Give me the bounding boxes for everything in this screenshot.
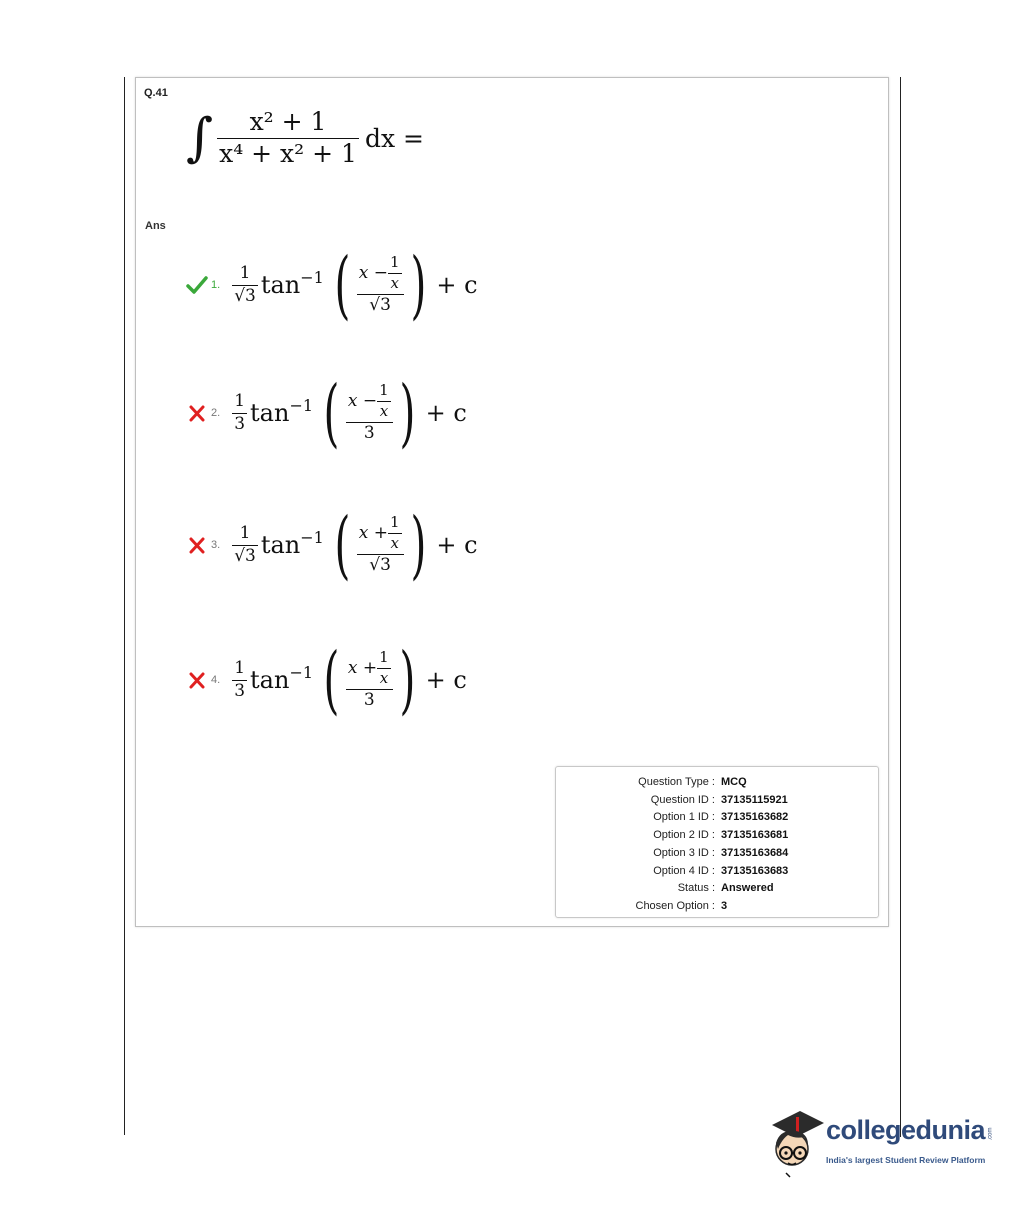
info-key: Status : bbox=[677, 882, 715, 895]
option-coefficient: $\frac{1}{3}$ bbox=[234, 657, 246, 701]
option-index: 1. bbox=[211, 279, 221, 291]
right-page-border bbox=[900, 77, 901, 1137]
option-4 bbox=[184, 637, 467, 723]
info-value: Answered bbox=[721, 882, 774, 895]
option-index: 3. bbox=[211, 539, 221, 551]
option-1 bbox=[184, 242, 478, 328]
stem-denominator: x⁴ + x² + 1 bbox=[219, 138, 357, 168]
info-key: Question ID : bbox=[650, 793, 715, 806]
stem-suffix: dx = bbox=[364, 123, 424, 153]
cross-icon bbox=[184, 403, 210, 423]
option-inner-small-fraction: $\frac{1}{x}$ bbox=[389, 513, 400, 553]
info-key: Option 4 ID : bbox=[653, 864, 715, 877]
integral-sign: ∫ bbox=[186, 108, 214, 168]
question-number: Q.41 bbox=[144, 87, 168, 99]
option-3 bbox=[184, 502, 478, 588]
info-value: 3 bbox=[721, 899, 728, 912]
check-icon bbox=[184, 275, 210, 295]
option-inner-den: 3 bbox=[363, 689, 375, 710]
option-func: tan bbox=[250, 666, 290, 694]
option-func: tan bbox=[260, 531, 301, 559]
info-row bbox=[556, 847, 878, 861]
option-tail: + c bbox=[425, 666, 467, 694]
info-value: MCQ bbox=[721, 776, 747, 788]
option-inner-small-fraction: $\frac{1}{x}$ bbox=[379, 381, 389, 421]
option-inner-top: x − bbox=[347, 390, 378, 411]
option-tail: + c bbox=[436, 271, 478, 299]
info-value: 37135163683 bbox=[721, 864, 789, 877]
option-inner-small-fraction: $\frac{1}{x}$ bbox=[389, 253, 400, 293]
info-row bbox=[556, 811, 878, 825]
info-key: Option 2 ID : bbox=[653, 829, 715, 842]
option-expression: $\frac{1}{3}$ tan $^{-1}$ ( x + $\frac{1}{x}$ 3 ) + c bbox=[234, 637, 467, 723]
option-index: 4. bbox=[211, 674, 221, 686]
question-info-panel bbox=[555, 766, 879, 918]
info-row bbox=[556, 882, 878, 896]
answer-label: Ans bbox=[145, 220, 166, 232]
info-value: 37135163684 bbox=[721, 846, 789, 859]
option-coefficient: $\frac{1}{√3}$ bbox=[234, 522, 256, 566]
option-inner-den: √3 bbox=[369, 294, 391, 315]
option-exponent: −1 bbox=[300, 527, 324, 547]
info-value: 37135163681 bbox=[721, 829, 789, 842]
brand-tagline: India's largest Student Review Platform bbox=[826, 1155, 986, 1165]
option-index: 2. bbox=[211, 407, 221, 419]
info-key: Question Type : bbox=[638, 776, 715, 788]
option-inner-fraction bbox=[346, 383, 393, 442]
option-coefficient: $\frac{1}{3}$ bbox=[234, 390, 246, 434]
mascot-icon bbox=[766, 1103, 826, 1181]
stem-fraction bbox=[217, 109, 359, 167]
option-coef-den: 3 bbox=[234, 413, 246, 434]
option-func: tan bbox=[250, 399, 290, 427]
option-tail: + c bbox=[425, 399, 467, 427]
info-key: Option 1 ID : bbox=[653, 811, 715, 824]
option-exponent: −1 bbox=[289, 395, 314, 415]
option-inner-top: x + bbox=[358, 522, 388, 543]
option-expression: $\frac{1}{3}$ tan $^{-1}$ ( x − $\frac{1}{x}$ 3 ) + c bbox=[234, 370, 467, 456]
cross-icon bbox=[184, 535, 210, 555]
option-func: tan bbox=[260, 271, 301, 299]
option-inner-fraction bbox=[357, 255, 404, 314]
option-expression: $\frac{1}{√3}$ tan $^{-1}$ ( x − $\frac{1}{x}$ √3 ) + c bbox=[234, 242, 478, 328]
option-inner-den: 3 bbox=[363, 422, 375, 443]
info-row bbox=[556, 776, 878, 790]
info-row bbox=[556, 865, 878, 879]
option-expression: $\frac{1}{√3}$ tan $^{-1}$ ( x + $\frac{1}{x}$ √3 ) + c bbox=[234, 502, 478, 588]
brand-domain: .com bbox=[987, 1127, 994, 1141]
option-exponent: −1 bbox=[289, 662, 314, 682]
info-value: 37135163682 bbox=[721, 811, 789, 824]
option-inner-top: x − bbox=[358, 262, 388, 283]
option-coefficient: $\frac{1}{√3}$ bbox=[234, 262, 256, 306]
info-row bbox=[556, 829, 878, 843]
info-key: Option 3 ID : bbox=[653, 846, 715, 859]
question-stem bbox=[186, 108, 424, 168]
option-coef-den: √3 bbox=[234, 545, 256, 566]
option-inner-fraction bbox=[346, 650, 393, 709]
option-coef-den: 3 bbox=[234, 680, 246, 701]
option-inner-small-fraction: $\frac{1}{x}$ bbox=[379, 648, 389, 688]
stem-numerator: x² + 1 bbox=[249, 107, 327, 137]
option-inner-top: x + bbox=[347, 657, 378, 678]
info-value: 37135115921 bbox=[721, 793, 788, 806]
cross-icon bbox=[184, 670, 210, 690]
brand-name: collegedunia bbox=[826, 1115, 986, 1145]
collegedunia-logo bbox=[766, 1103, 996, 1183]
option-tail: + c bbox=[436, 531, 478, 559]
option-inner-den: √3 bbox=[369, 554, 391, 575]
option-coef-den: √3 bbox=[234, 285, 256, 306]
option-exponent: −1 bbox=[300, 267, 324, 287]
info-row bbox=[556, 900, 878, 914]
info-row bbox=[556, 794, 878, 808]
left-page-border bbox=[124, 77, 125, 1135]
option-2 bbox=[184, 370, 467, 456]
question-card bbox=[135, 77, 889, 927]
info-key: Chosen Option : bbox=[635, 899, 715, 912]
option-inner-fraction bbox=[357, 515, 404, 574]
